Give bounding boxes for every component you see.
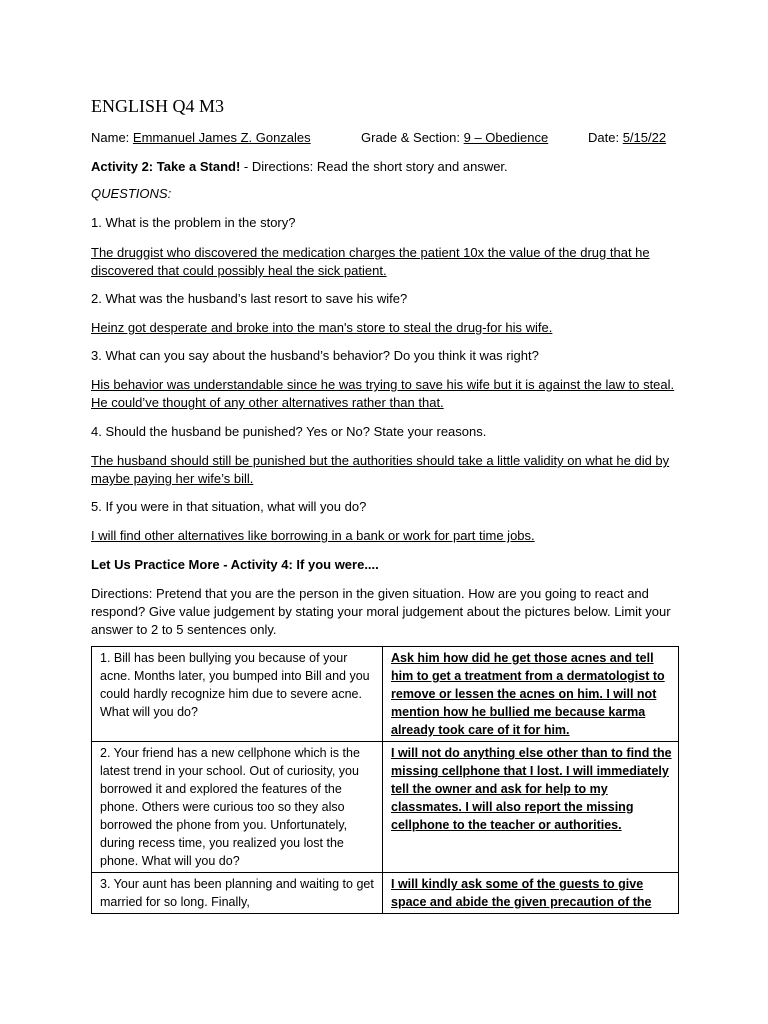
- table-row: [92, 742, 679, 873]
- grade-field: [361, 129, 548, 147]
- answer-2: Heinz got desperate and broke into the man's store to steal the drug-for his wife.: [91, 320, 553, 335]
- response-2: I will not do anything else other than to find the missing cellphone that I lost. I will immediately tell the owner and ask for help to my classmates. I will also report the missing cellphone to the teacher or authorities.: [383, 742, 679, 873]
- answer-3: His behavior was understandable since he was trying to save his wife but it is against the law to steal. He could’ve thought of any other alternatives rather than that.: [91, 377, 675, 410]
- question-2: 2. What was the husband’s last resort to save his wife?: [91, 291, 408, 306]
- table-row: [92, 647, 679, 742]
- activity4-title: Let Us Practice More - Activity 4: If you were....: [91, 557, 379, 572]
- answer-5: I will find other alternatives like borrowing in a bank or work for part time jobs.: [91, 528, 535, 543]
- activity4-directions: Directions: Pretend that you are the person in the given situation. How are you going to react and respond? Give value judgement by stating your moral judgement about the pictures below. Limit your answer to 2 to 5 sentences only.: [91, 586, 671, 637]
- answer-1: The druggist who discovered the medication charges the patient 10x the value of the drug that he discovered that could possibly heal the sick patient.: [91, 245, 650, 278]
- date-value: 5/15/22: [622, 130, 667, 145]
- question-5: 5. If you were in that situation, what will you do?: [91, 499, 367, 514]
- grade-label: Grade & Section:: [361, 130, 460, 145]
- answer-4: The husband should still be punished but the authorities should take a little validity on what he did by maybe paying her wife’s bill.: [91, 453, 670, 486]
- question-1: 1. What is the problem in the story?: [91, 215, 296, 230]
- questions-label: QUESTIONS:: [91, 186, 172, 201]
- student-header: [91, 129, 681, 147]
- activity2-title: Activity 2: Take a Stand!: [91, 159, 241, 174]
- activity2-heading: [91, 158, 681, 176]
- name-label: Name:: [91, 130, 130, 145]
- grade-value: 9 – Obedience: [463, 130, 549, 145]
- date-field: [588, 129, 666, 147]
- table-row: [92, 873, 679, 914]
- response-3: I will kindly ask some of the guests to give space and abide the given precaution of the: [383, 873, 679, 914]
- name-value: Emmanuel James Z. Gonzales: [132, 130, 311, 145]
- date-label: Date:: [588, 130, 620, 145]
- response-1: Ask him how did he get those acnes and tell him to get a treatment from a dermatologist to remove or lessen the acnes on him. I will not mention how he bullied me because karma already took care of it for him.: [383, 647, 679, 742]
- question-4: 4. Should the husband be punished? Yes or No? State your reasons.: [91, 424, 487, 439]
- name-field: [91, 129, 311, 147]
- situation-1: 1. Bill has been bullying you because of your acne. Months later, you bumped into Bill and you could hardly recognize him due to severe acne. What will you do?: [92, 647, 383, 742]
- page-title: ENGLISH Q4 M3: [91, 96, 224, 116]
- situations-table: [91, 646, 679, 914]
- activity2-directions: - Directions: Read the short story and answer.: [240, 159, 508, 174]
- situation-2: 2. Your friend has a new cellphone which is the latest trend in your school. Out of curiosity, you borrowed it and explored the features of the phone. Others were curious too so they also borrowed the phone from you. Unfortunately, during recess time, you realized you lost the phone. What will you do?: [92, 742, 383, 873]
- situation-3: 3. Your aunt has been planning and waiting to get married for so long. Finally,: [92, 873, 383, 914]
- question-3: 3. What can you say about the husband’s behavior? Do you think it was right?: [91, 348, 539, 363]
